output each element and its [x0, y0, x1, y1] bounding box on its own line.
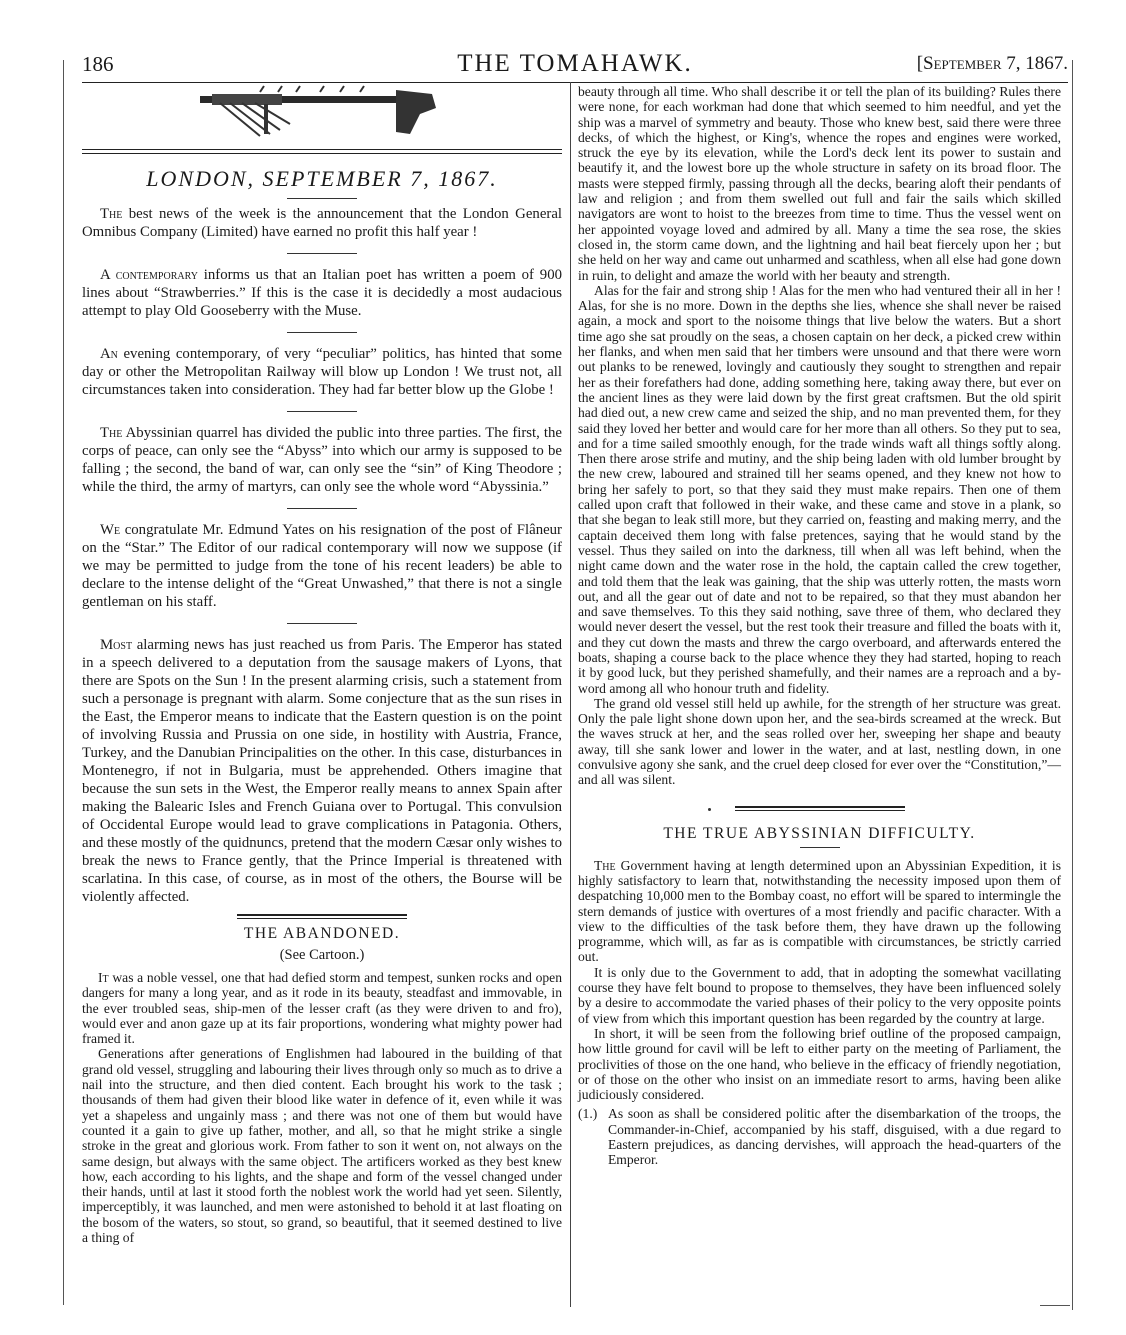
section-thick-rule: [237, 914, 407, 919]
abyssinian-paragraph: In short, it will be seen from the following brief outline of the proposed campaign, how little ground for cavil will be left to either party on the meeting of Parliament, the proclivities of those on the one hand, who believe in the efficacy of friendly negotiation, or of those on the other who insist on an immediate resort to arms, having been alike judiciously considered.: [578, 1025, 1061, 1103]
abandoned-paragraph: The grand old vessel still held up awhile, for the strength of her structure was great. Only the pale light shone down upon her, and the sea-birds screamed at the wreck. But the waves struck at her, and the seas rolled over her, sweeping her shape and beauty away, till she sank lower and lower in the water, and at last, nestling down, in one convulsive agony she sank, and the cruel deep closed for ever over the “Constitution,”—and all was silent.: [578, 695, 1061, 788]
abyssinian-paragraph: It is only due to the Government to add, that in adopting the somewhat vacillating course they have felt bound to propose to themselves, they have been influenced solely by a desire to accommodate the varied phases of their policy to the very opposite points of view from which this important question has been regarded by the country at large.: [578, 964, 1061, 1026]
page-number: 186: [82, 52, 114, 76]
masthead-title: THE TOMAHAWK.: [457, 50, 693, 77]
leader-paragraph: The best news of the week is the announcement that the London General Omnibus Company (Limited) have earned no profit this half year !: [82, 206, 562, 240]
stray-dot: [708, 808, 711, 811]
leader-paragraph: A contemporary informs us that an Italian poet has written a poem of 900 lines about “Strawberries.” If this is the case it is decidedly a most audacious attempt to play Old Gooseberry with the Muse.: [82, 267, 562, 319]
leader-paragraph: Most alarming news has just reached us from Paris. The Emperor has stated in a speech delivered to a deputation from the sausage makers of Lyons, that there are Spots on the Sun ! In the present alarming crisis, such a statement from such a personage is pregnant with alarm. Some conjecture that as the sun rises in the East, the Emperor means to indicate that the Eastern question is on the point of involving Russia and Prussia on one side, in hostility with Austria, France, Turkey, and the Danubian Principalities on the other. In this case, disturbances in Montenegro, if not in Bulgaria, must be apprehended. Others imagine that because the sun sets in the West, the Emperor really means to annex Spain after making the Balearic Isles and French Guiana over to Portugal. This convulsion of Occidental Europe would lead to grave complications in Patagonia. Others, and these mostly of the quidnuncs, pretend that the modern Cæsar only wishes to break the news to France gently, that the Prince Imperial is threatened with scarlatina. In this case, of course, as in most of the others, the Bourse will be violently affected.: [82, 637, 562, 905]
leader-paragraph: The Abyssinian quarrel has divided the public into three parties. The first, the corps of peace, can only see the “Abyss” into which our army is supposed to be falling ; the second, the band of war, can only see the “sin” of King Theodore ; while the third, the army of martyrs, can only see the whole word “Abyssinia.”: [82, 425, 562, 495]
abandoned-title: THE ABANDONED.: [243, 925, 401, 942]
section-rule: [287, 253, 357, 254]
leader-paragraph: We congratulate Mr. Edmund Yates on his resignation of the post of Flâneur on the “Star.” The Editor of our radical contemporary will now we suppose (if we may be permitted to judge from the tone of his recent leaders) be able to declare to the intense delight of the “Great Unwashed,” that there is not a single gentleman on his staff.: [82, 522, 562, 610]
title-double-rule: [82, 149, 562, 154]
emblem: [82, 84, 562, 146]
abyssinian-paragraph: The Government having at length determined upon an Abyssinian Expedition, it is highly satisfactory to learn that, notwithstanding the necessity imposed upon them of despatching 10,000 men to the Bombay coast, no effort will be spared to intermingle the stern demands of justice with overtures of a most friendly and pacific character. With a view to the difficulties of the task before them, they have drawn up the following programme, which will, as far as is compatible with circumstances, be strictly carried out.: [578, 857, 1061, 965]
section-rule: [287, 198, 357, 199]
abandoned-subtitle: (See Cartoon.): [279, 947, 365, 963]
section-thick-rule: [735, 806, 905, 811]
header-date: [September 7, 1867.: [916, 53, 1068, 74]
page-header: [82, 50, 1068, 80]
bottom-stroke: [1040, 1305, 1070, 1306]
abandoned-paragraph: Generations after generations of Englishmen had laboured in the building of that grand old vessel, struggling and labouring their lives through only so much as to drive a nail into the structure, and then died content. Each brought his work to the task ; thousands of them had given their blood like water in defence of it, even while it was yet a shapeless and ungainly mass ; and there was not one of them but would have counted it a gain to give up father, mother, and all, so that he might strike a single stroke in the great and glorious work. From father to son it went on, not always on the same design, but always with the same object. The artificers worked as they best knew how, each according to his lights, and the shape and form of the vessel changed under their hands, until at last it stood forth the noblest work the world had yet seen. Silently, imperceptibly, it was launched, and men were astonished to behold it at last floating on the bosom of the waters, so stout, so grand, so beautiful, that it seemed destined to live a thing of: [82, 1046, 562, 1246]
abandoned-paragraph: It was a noble vessel, one that had defied storm and tempest, sunken rocks and open dangers for many a long year, and as it rode in its beauty, steadfast and immovable, in the ever troubled seas, ship-men of the lesser craft (as they were driven to and fro), would ever and anon gaze up at its fair proportions, wondering what mighty power had framed it.: [82, 970, 562, 1047]
section-rule: [287, 411, 357, 412]
programme-list-item: (1.) As soon as shall be considered politic after the disembarkation of the troops, the Commander-in-Chief, accompanied by his staff, disguised, with a due regard to Eastern prejudices, as dancing dervishes, will approach the head-quarters of the Emperor.: [578, 1106, 1061, 1168]
abandoned-paragraph-continued: beauty through all time. Who shall describe it or tell the plan of its building? Rules there were none, for each workman had done that which seemed to him needful, and yet the ship was a marvel of symmetry and beauty. Those who knew best, said there were three decks, of which the highest, or King's, whence the ropes and engines were worked, struck the eye by its elevation, while the Lord's deck lent its power to sustain and beautify it, and the lowest bore up the whole structure in safety on its broad floor. The masts were stepped firmly, passing through all the decks, bearing aloft their pendants of law and religion ; and from them swelled out full and fair the sails which skilled navigators are wont to hoist to the breezes from time to time. Thus the vessel went on her appointed voyage loved and admired by all. Many a time the sea rose, the skies closed in, the storm came down, and the lightning and hail beat fiercely upon her ; but she held on her way and came out unharmed and scathless, when all else had gone down in ruin, to delight and amaze the world with her beauty and strength.: [578, 84, 1061, 283]
header-rule: [82, 82, 1068, 83]
right-column: [578, 84, 1061, 1168]
abandoned-paragraph: Alas for the fair and strong ship ! Alas for the men who had ventured their all in her ! Alas, for she is no more. Down in the depths she lies, whence she shall never be raised again, a mock and sport to the noisome things that live below the waters. But a short time ago she sat proudly on the seas, a chosen captain on her deck, a picked crew within her flanks, and when men said that her timbers were unsound and that there were worn out planks to be renewed, lovingly and cautiously they sought to strengthen and repair her as their forefathers had done, adding something here, taking away there, but ever on the ancient lines as they were laid down by the first great craftsmen. But the old spirit had died out, a new crew came and seized the ship, and no man prevented them, for they said they loved her better and would care for her more than all others. So they put to sea, and for a time sailed smoothly enough, for the trade winds waft all things softly along. Then there arose strife and mutiny, and the ship being laden with old lumber brought by the new crew, laboured and strained till her seams opened, and they knew not how to bring her safely to port, so that they said they must make repairs. Then one of them called upon craft that followed in their wake, and these came and stove in a plank, so that she began to leak still more, but they carried on, feasting and making merry, and the captain deceived them long with false pretences, saying that he would stand by the vessel. Thus they sailed on into the darkness, till when all was left behind, when the night came down and the water rose in the hold, the captain called the crew together, and told them that the leak was gaining, that the ship was utterly rotten, the masts worn out, and all the gear out of date and not to be repaired, so that they must abandon her and save themselves. To this they said nothing, save three of them, who declared they would never desert the vessel, but the rest took their treasure and filled the boats with it, and they cut down the masts and threw the cargo overboard, and afterwards entered the boats, shaping a course back to the place whence they they had started, hoping to reach it by good luck, but they perished shamefully, and their names are a reproach and a by-word among all who honour truth and fidelity.: [578, 282, 1061, 696]
section-rule: [800, 847, 840, 848]
section-rule: [287, 332, 357, 333]
leader-title: LONDON, SEPTEMBER 7, 1867.: [146, 166, 498, 191]
column-divider: [570, 82, 571, 1307]
abyssinian-title: THE TRUE ABYSSINIAN DIFFICULTY.: [663, 824, 976, 842]
section-rule: [287, 508, 357, 509]
tomahawk-axe-emblem-icon: [200, 84, 440, 142]
section-rule: [287, 623, 357, 624]
left-column: [82, 84, 562, 1245]
right-margin-line: [1072, 60, 1073, 1310]
leader-paragraph: An evening contemporary, of very “peculiar” politics, has hinted that some day or other the Metropolitan Railway will blow up London ! We trust not, all circumstances taken into consideration. They had far better blow up the Globe !: [82, 346, 562, 398]
left-margin-line: [63, 60, 64, 1305]
